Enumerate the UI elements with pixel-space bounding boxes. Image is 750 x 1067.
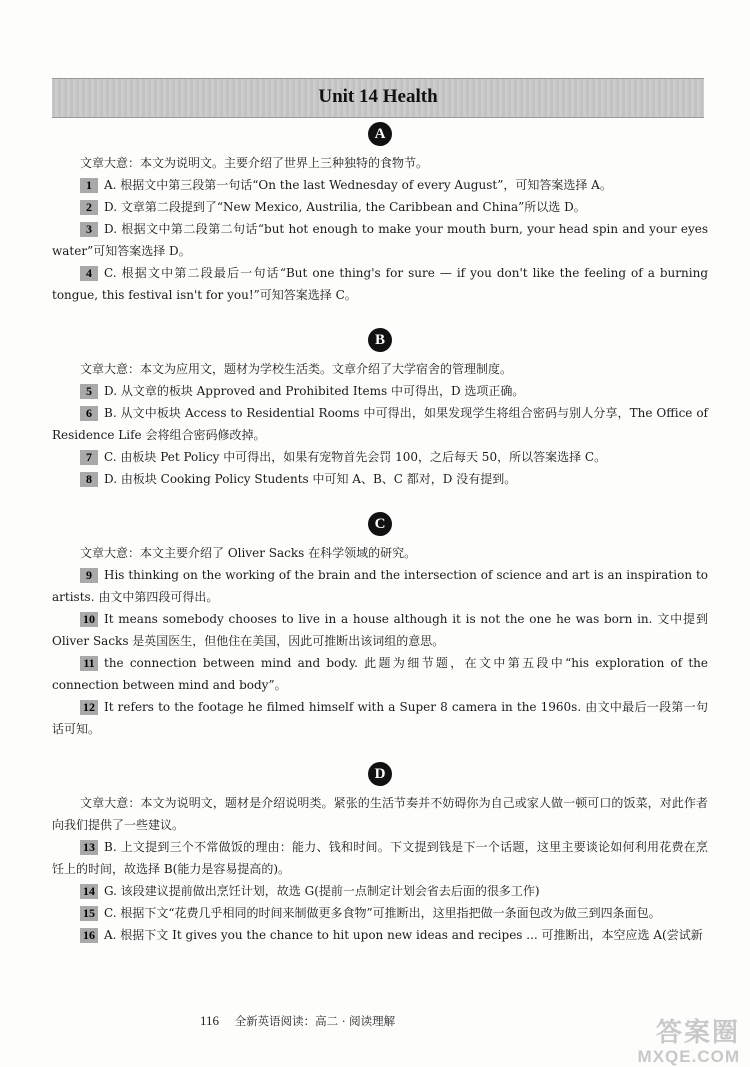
answer-item: [52, 902, 708, 924]
summary-label: 文章大意: [80, 362, 129, 376]
section-badge: D: [368, 762, 392, 786]
section-summary: [52, 542, 708, 564]
question-number: 6: [80, 406, 98, 421]
section-b: [52, 328, 708, 490]
question-number: 4: [80, 266, 98, 281]
answer-text: D. 从文章的板块 Approved and Prohibited Items 中可得出，D 选项正确。: [104, 384, 525, 398]
answer-item: [52, 696, 708, 740]
book-title: 全新英语阅读：高二 · 阅读理解: [234, 1014, 396, 1028]
question-number: 15: [80, 906, 98, 921]
section-c: [52, 512, 708, 740]
answer-text: D. 由板块 Cooking Policy Students 中可知 A、B、C 都对，D 没有提到。: [104, 472, 517, 486]
summary-text: ：本文为说明文，题材是介绍说明类。紧张的生活节奏并不妨碍你为自己或家人做一顿可口的饭菜，对此作者向我们提供了一些建议。: [52, 796, 708, 832]
section-d: [52, 762, 708, 946]
question-number: 14: [80, 884, 98, 899]
answer-text: D. 根据文中第二段第二句话“but hot enough to make your mouth burn, your head spin and your eyes water”可知答案选择 D。: [52, 222, 708, 258]
page-footer: [200, 1013, 395, 1029]
answer-text: the connection between mind and body. 此题为细节题，在文中第五段中“his exploration of the connection between mind and body”。: [52, 656, 708, 692]
question-number: 1: [80, 178, 98, 193]
answer-text: His thinking on the working of the brain and the intersection of science and art is an inspiration to artists. 由文中第四段可得出。: [52, 568, 708, 604]
answer-item: [52, 652, 708, 696]
question-number: 13: [80, 840, 98, 855]
question-number: 5: [80, 384, 98, 399]
watermark-logo-text: 答案圈: [655, 1017, 740, 1047]
answer-item: [52, 174, 708, 196]
answer-text: B. 上文提到三个不常做饭的理由：能力、钱和时间。下文提到钱是下一个话题，这里主要谈论如何利用花费在烹饪上的时间，故选择 B(能力是容易提高的)。: [52, 840, 708, 876]
question-number: 7: [80, 450, 98, 465]
answer-text: C. 由板块 Pet Policy 中可得出，如果有宠物首先会罚 100，之后每天 50，所以答案选择 C。: [104, 450, 607, 464]
summary-text: ：本文为应用文，题材为学校生活类。文章介绍了大学宿舍的管理制度。: [128, 362, 513, 376]
answer-text: It refers to the footage he filmed himself with a Super 8 camera in the 1960s. 由文中最后一段第一句话可知。: [52, 700, 708, 736]
answer-text: It means somebody chooses to live in a house although it is not the one he was born in. 文中提到 Oliver Sacks 是英国医生，但他住在美国，因此可推断出该词组的意思。: [52, 612, 708, 648]
summary-label: 文章大意: [80, 546, 129, 560]
section-badge: A: [368, 122, 392, 146]
answer-item: [52, 836, 708, 880]
answer-text: A. 根据文中第三段第一句话“On the last Wednesday of every August”，可知答案选择 A。: [104, 178, 612, 192]
section-badge: B: [368, 328, 392, 352]
answer-item: [52, 402, 708, 446]
answer-item: [52, 380, 708, 402]
question-number: 11: [80, 656, 98, 671]
answer-item: [52, 262, 708, 306]
answer-item: [52, 924, 708, 946]
section-summary: [52, 152, 708, 174]
question-number: 12: [80, 700, 98, 715]
section-summary: [52, 358, 708, 380]
question-number: 9: [80, 568, 98, 583]
answer-text: C. 根据文中第二段最后一句话“But one thing's for sure — if you don't like the feeling of a burning tongue, this festival isn't for you!”可知答案选择 C。: [52, 266, 708, 302]
section-a: [52, 122, 708, 306]
answer-text: D. 文章第二段提到了“New Mexico, Austrilia, the Caribbean and China”所以选 D。: [104, 200, 586, 214]
summary-label: 文章大意: [80, 796, 129, 810]
question-number: 8: [80, 472, 98, 487]
answer-item: [52, 446, 708, 468]
page-number: 116: [200, 1013, 220, 1028]
question-number: 2: [80, 200, 98, 215]
answer-item: [52, 608, 708, 652]
unit-title: Unit 14 Health: [318, 86, 438, 107]
summary-label: 文章大意: [80, 156, 129, 170]
section-summary: [52, 792, 708, 836]
unit-title-bar: [52, 78, 704, 118]
answer-item: [52, 880, 708, 902]
summary-text: ：本文为说明文。主要介绍了世界上三种独特的食物节。: [128, 156, 429, 170]
site-watermark: [638, 1012, 740, 1067]
watermark-url: MXQE.COM: [637, 1047, 740, 1066]
answer-text: B. 从文中板块 Access to Residential Rooms 中可得出，如果发现学生将组合密码与别人分享，The Office of Residence Life 会将组合密码修改掉。: [52, 406, 708, 442]
answer-item: [52, 468, 708, 490]
question-number: 10: [80, 612, 98, 627]
answer-text: C. 根据下文“花费几乎相同的时间来制做更多食物”可推断出，这里指把做一条面包改为做三到四条面包。: [104, 906, 661, 920]
question-number: 16: [80, 928, 98, 943]
answer-item: [52, 218, 708, 262]
answer-item: [52, 196, 708, 218]
answer-item: [52, 564, 708, 608]
answer-text: G. 该段建议提前做出烹饪计划，故选 G(提前一点制定计划会省去后面的很多工作): [104, 884, 540, 898]
summary-text: ：本文主要介绍了 Oliver Sacks 在科学领域的研究。: [128, 546, 417, 560]
question-number: 3: [80, 222, 98, 237]
answer-text: A. 根据下文 It gives you the chance to hit upon new ideas and recipes ... 可推断出，本空应选 A(尝试新: [104, 928, 703, 942]
section-badge: C: [368, 512, 392, 536]
